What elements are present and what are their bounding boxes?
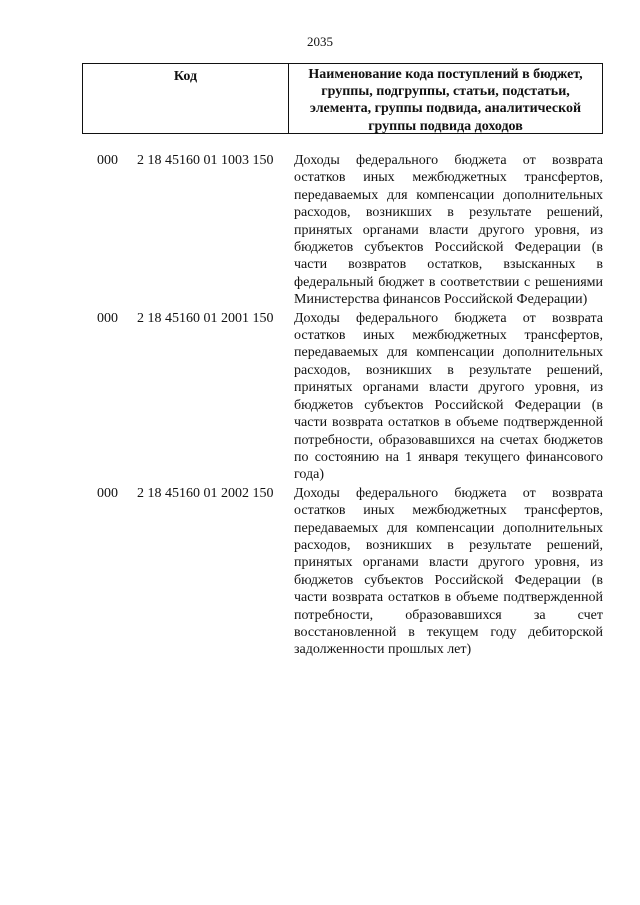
table-row	[82, 310, 603, 484]
row-income-name: Доходы федерального бюджета от возврата остатков иных межбюджетных трансфертов, передаваемых для компенсации дополнительных расходов, возникших в результате решений, принятых органами власти другого уровня, из бюджетов субъектов Российской Федерации (в части возвратов остатков, взысканных в федеральный бюджет в соответствии с решениями Министерства финансов Российской Федерации)	[294, 153, 603, 308]
table-row	[82, 152, 603, 309]
table-header	[82, 63, 603, 134]
row-income-name: Доходы федерального бюджета от возврата остатков иных межбюджетных трансфертов, передаваемых для компенсации дополнительных расходов, возникших в результате решений, принятых органами власти другого уровня, из бюджетов субъектов Российской Федерации (в части возврата остатков в объеме подтвержденной потребности, образовавшихся на счетах бюджетов по состоянию на 1 января текущего финансового года)	[294, 310, 603, 483]
row-admin-code: 000	[97, 153, 118, 168]
row-income-code: 2 18 45160 01 2002 150	[137, 485, 274, 501]
row-income-code: 2 18 45160 01 2001 150	[137, 310, 274, 326]
row-income-name: Доходы федерального бюджета от возврата остатков иных межбюджетных трансфертов, передаваемых для компенсации дополнительных расходов, возникших в результате решений, принятых органами власти другого уровня, из бюджетов субъектов Российской Федерации (в части возврата остатков в объеме подтвержденной потребности, образовавшихся за счет восстановленной в текущем году дебиторской задолженности прошлых лет)	[294, 485, 603, 658]
header-name-label: Наименование кода поступлений в бюджет, группы, подгруппы, статьи, подстатьи, элемента, группы подвида, аналитической группы подвида доходов	[308, 67, 583, 134]
header-code-label: Код	[83, 64, 289, 133]
row-admin-code: 000	[97, 485, 118, 501]
table-row	[82, 485, 603, 659]
row-income-code: 2 18 45160 01 1003 150	[137, 153, 274, 168]
table-body	[82, 152, 603, 659]
page-number: 2035	[307, 34, 333, 49]
row-admin-code: 000	[97, 310, 118, 326]
